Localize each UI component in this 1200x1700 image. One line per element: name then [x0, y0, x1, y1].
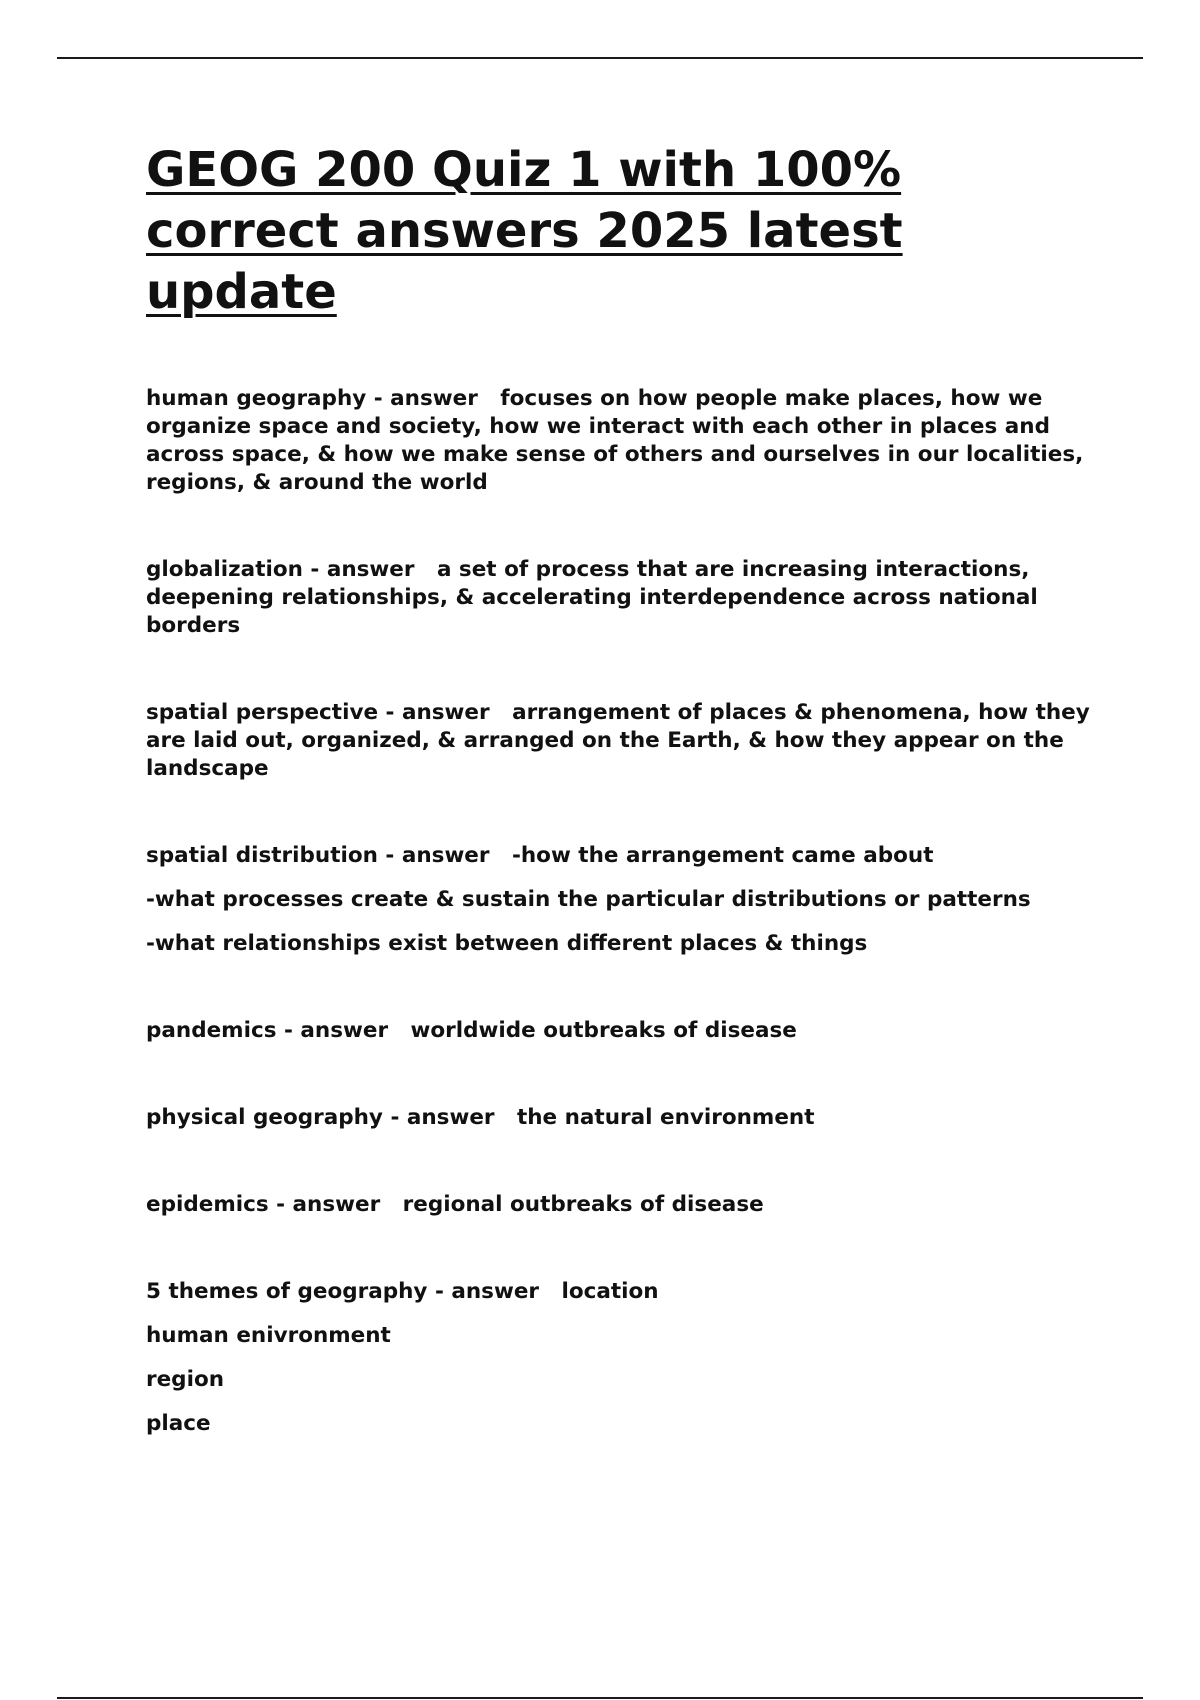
qa-first-line — [146, 1191, 1096, 1219]
qa-separator: - answer — [427, 1279, 562, 1304]
qa-term: globalization — [146, 557, 303, 582]
qa-answer: focuses on how people make places, how we organize space and society, how we interact with each other in places and across space, & how we make sense of others and ourselves in our localities, regions, & around the world — [146, 386, 1091, 495]
qa-separator: - answer — [302, 557, 437, 582]
qa-answer-continuation: -what relationships exist between different places & things — [146, 931, 868, 956]
qa-answer-continuation: place — [146, 1411, 211, 1436]
qa-separator: - answer — [366, 386, 501, 411]
qa-term: pandemics — [146, 1018, 277, 1043]
qa-first-line — [146, 699, 1096, 783]
document-title: GEOG 200 Quiz 1 with 100% correct answers 2025 latest update — [146, 142, 903, 320]
qa-separator: - answer — [382, 1105, 517, 1130]
qa-item — [146, 842, 1096, 958]
qa-first-line — [146, 842, 1096, 870]
document-body — [146, 140, 1096, 1497]
qa-term: spatial distribution — [146, 843, 378, 868]
qa-term: human geography — [146, 386, 367, 411]
qa-term: epidemics — [146, 1192, 269, 1217]
qa-first-line — [146, 1017, 1096, 1045]
qa-first-line — [146, 1278, 1096, 1306]
qa-item — [146, 1104, 1096, 1132]
qa-item — [146, 1191, 1096, 1219]
qa-first-line — [146, 1104, 1096, 1132]
qa-answer: the natural environment — [516, 1105, 815, 1130]
qa-separator: - answer — [377, 843, 512, 868]
qa-item — [146, 1017, 1096, 1045]
qa-separator: - answer — [276, 1018, 411, 1043]
qa-list — [146, 385, 1096, 1438]
qa-item — [146, 699, 1096, 783]
qa-term: physical geography — [146, 1105, 383, 1130]
bottom-divider — [57, 1697, 1143, 1699]
top-divider — [57, 57, 1143, 59]
qa-first-line — [146, 385, 1096, 497]
qa-separator: - answer — [378, 700, 513, 725]
qa-term: 5 themes of geography — [146, 1279, 428, 1304]
qa-item — [146, 385, 1096, 497]
qa-answer: -how the arrangement came about — [511, 843, 934, 868]
qa-answer-continuation: -what processes create & sustain the particular distributions or patterns — [146, 887, 1031, 912]
qa-answer: location — [561, 1279, 659, 1304]
qa-item — [146, 556, 1096, 640]
qa-separator: - answer — [268, 1192, 403, 1217]
qa-answer: a set of process that are increasing interactions, deepening relationships, & accelerating interdependence across national borders — [146, 557, 1046, 638]
qa-answer: worldwide outbreaks of disease — [410, 1018, 797, 1043]
qa-answer: arrangement of places & phenomena, how they are laid out, organized, & arranged on the Earth, & how they appear on the landscape — [146, 700, 1098, 781]
qa-term: spatial perspective — [146, 700, 379, 725]
qa-first-line — [146, 556, 1096, 640]
qa-item — [146, 1278, 1096, 1438]
qa-answer-continuation: region — [146, 1367, 225, 1392]
qa-answer-continuation: human enivronment — [146, 1323, 391, 1348]
qa-answer: regional outbreaks of disease — [402, 1192, 764, 1217]
